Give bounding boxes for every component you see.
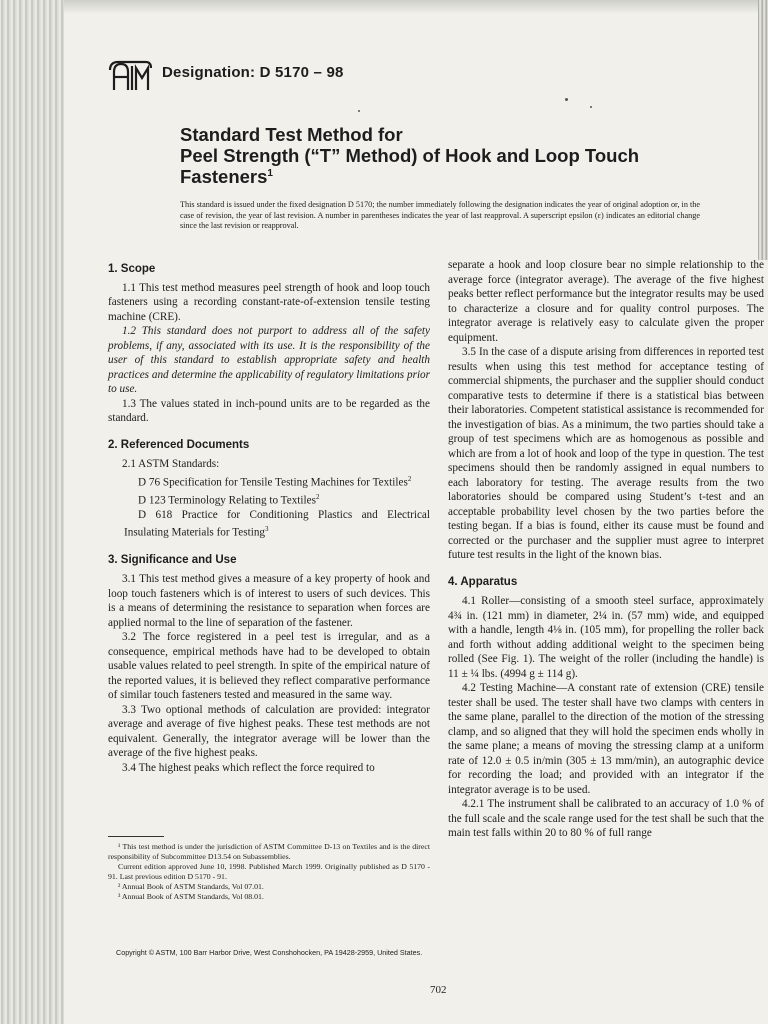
paragraph-4-2-1: 4.2.1 The instrument shall be calibrated to an accuracy of 1.0 % of the full scale and the scale range used for the test shall be such that the main test falls within 20 to 80 % of full range [448, 798, 764, 839]
ref-d76 [108, 472, 430, 490]
scan-speck [565, 98, 568, 101]
footnote-1-edition: Current edition approved June 10, 1998. Published March 1999. Originally published as D 5170 - 91. Last previous edition D 5170 - 91. [108, 862, 430, 881]
title-line-3 [180, 166, 680, 187]
ref-d618-text: D 618 Practice for Conditioning Plastics and Electrical Insulating Materials for Testing [124, 508, 430, 540]
footnote-rule [108, 836, 164, 837]
scan-top-edge [64, 0, 768, 14]
page-number: 702 [430, 984, 447, 996]
footnote-3: ³ Annual Book of ASTM Standards, Vol 08.01. [118, 892, 264, 901]
astm-logo-icon [108, 60, 152, 96]
ref-d618 [108, 508, 430, 541]
left-column [108, 262, 430, 775]
paragraph-3-2: 3.2 The force registered in a peel test is irregular, and as a consequence, empirical methods have had to be developed to obtain usable values related to peel strength. In spite of the empirical nature of the reported values, it is believed they reflect comparative performance of similar touch fasteners tested and measured in the same way. [108, 631, 430, 702]
title-line-2: Peel Strength (“T” Method) of Hook and Loop Touch [180, 145, 640, 166]
paragraph-3-4: 3.4 The highest peaks which reflect the force required to [122, 761, 375, 774]
scan-right-edge [758, 0, 768, 260]
title-footnote-mark: 1 [267, 167, 273, 179]
document-title [180, 124, 680, 187]
ref-d76-mark: 2 [407, 474, 412, 483]
scan-binding-edge [0, 0, 64, 1024]
section-heading-apparatus: 4. Apparatus [448, 575, 518, 588]
paragraph-1-3: 1.3 The values stated in inch-pound units are to be regarded as the standard. [108, 397, 430, 424]
ref-d618-mark: 3 [265, 525, 269, 534]
paragraph-3-4-continued: separate a hook and loop closure bear no simple relationship to the average force (integrator average). The average of the five highest peaks better reflect performance but the integrator results may be used to characterize a closure and for quality control purposes. The integrator average is relatively easy to calculate given the proper equipment. [448, 259, 764, 344]
scan-speck [590, 106, 592, 108]
footnote-2: ² Annual Book of ASTM Standards, Vol 07.01. [118, 882, 264, 891]
ref-d123-mark: 2 [315, 492, 320, 501]
paragraph-3-1: 3.1 This test method gives a measure of a key property of hook and loop touch fasteners which is of interest to users of such devices. This is a means of determining the resistance to separation when forces are applied normal to the line of separation of the fastener. [108, 573, 430, 629]
paragraph-1-2: 1.2 This standard does not purport to address all of the safety problems, if any, associated with its use. It is the responsibility of the user of this standard to establish appropriate safety and health practices and determine the applicability of regulatory limitations prior to use. [108, 325, 430, 395]
footnotes [108, 842, 430, 902]
ref-astm-standards: 2.1 ASTM Standards: [122, 458, 220, 470]
paragraph-4-1: 4.1 Roller—consisting of a smooth steel surface, approximately 4¾ in. (121 mm) in diameter, 2¼ in. (57 mm) wide, and equipped with a handle, length 4⅛ in. (105 mm), for propelling the roller back and forth without adding additional weight to the specimen being rolled (See Fig. 1). The weight of the roller (including the handle) is 11 ± ¼ lbs. (4994 g ± 114 g). [448, 595, 764, 680]
section-heading-referenced-documents: 2. Referenced Documents [108, 438, 250, 451]
paragraph-3-3: 3.3 Two optional methods of calculation are provided: integrator average and average of five highest peaks. These test methods are not equivalent. Generally, the integrator average will be lower than the average of the five highest peaks. [108, 703, 430, 760]
ref-d76-text: D 76 Specification for Tensile Testing Machines for Textiles [138, 476, 408, 489]
section-heading-scope: 1. Scope [108, 263, 156, 275]
ref-d123-text: D 123 Terminology Relating to Textiles [138, 494, 316, 507]
section-heading-significance: 3. Significance and Use [108, 553, 237, 566]
right-column [448, 258, 764, 841]
footnote-1: ¹ This test method is under the jurisdiction of ASTM Committee D-13 on Textiles and is the direct responsibility of Subcommittee D13.54 on Subassemblies. [108, 842, 430, 861]
title-line-3-text: Fasteners [180, 166, 268, 187]
issuance-note: This standard is issued under the fixed designation D 5170; the number immediately following the designation indicates the year of original adoption or, in the case of revision, the year of last revision. A number in parentheses indicates the year of last reapproval. A superscript epsilon (ε) indicates an editorial change since the last revision or reapproval. [180, 200, 700, 230]
document-header [108, 58, 708, 98]
scan-speck [358, 110, 360, 112]
ref-d123 [108, 490, 430, 508]
paragraph-3-5: 3.5 In the case of a dispute arising from differences in reported test results when using this test method for acceptance testing of commercial shipments, the purchaser and the supplier should conduct comparative tests to determine if there is a statistical bias between their laboratories. Competent statistical assistance is recommended for the investigation of bias. As a minimum, the two parties should take a group of test specimens which are as homogenous as possible and which are from a lot of hook and loop of the type in question. The test specimens should then be randomly assigned in equal numbers to each laboratory for testing. The average results from the two laboratories should be compared using Student’s t-test and an acceptable probability level chosen by the two parties before the testing began. If a bias is found, either its cause must be found and corrected or the purchaser and the supplier must agree to interpret future test results in the light of the known bias. [448, 346, 764, 561]
copyright-notice: Copyright © ASTM, 100 Barr Harbor Drive, West Conshohocken, PA 19428-2959, United States. [116, 948, 423, 957]
paragraph-1-1: 1.1 This test method measures peel strength of hook and loop touch fasteners using a recording constant-rate-of-extension tensile testing machine (CRE). [108, 281, 430, 323]
title-line-1: Standard Test Method for [180, 124, 403, 145]
paragraph-4-2: 4.2 Testing Machine—A constant rate of extension (CRE) tensile tester shall be used. The tester shall have two clamps with centers in the same plane, parallel to the direction of the motion of the stressing clamp, and so aligned that they will hold the specimen ends wholly in the same plane; a means of moving the stressing clamp at a uniform rate of 12.0 ± 0.5 in/min (305 ± 13 mm/min), an autographic device for recording the load; and provided with an integrator if the integrator average is to be used. [448, 682, 764, 796]
designation: Designation: D 5170 – 98 [162, 64, 344, 81]
